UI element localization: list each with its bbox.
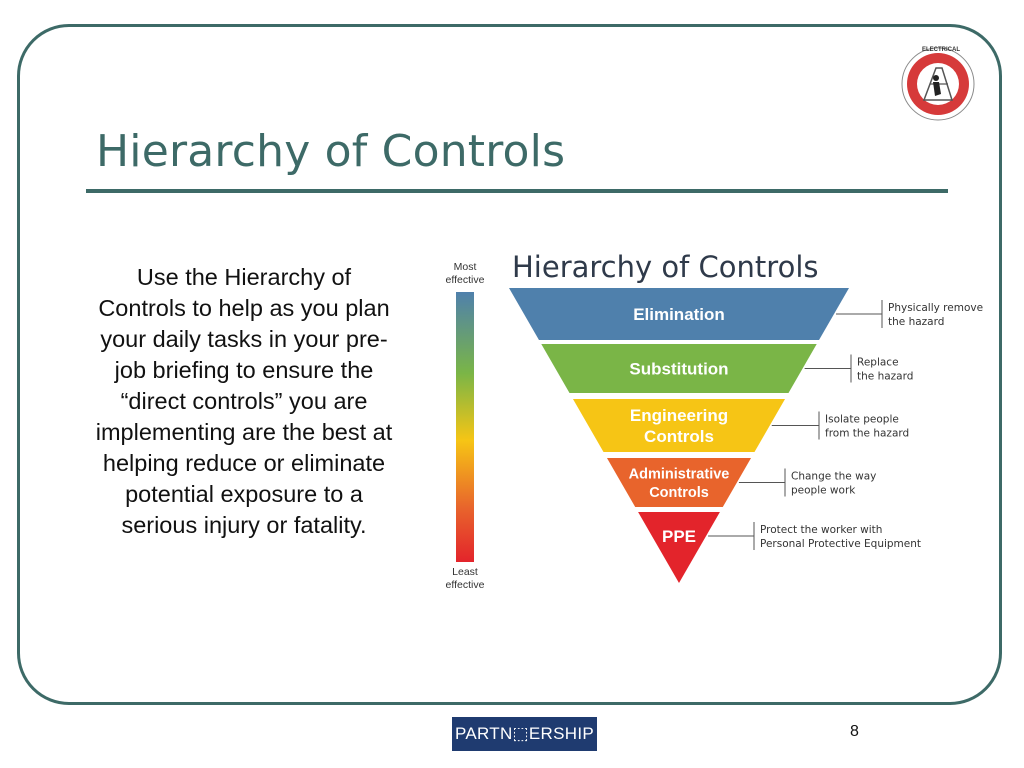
- level-label-4-line-2: Controls: [649, 484, 709, 501]
- page-title: Hierarchy of Controls: [96, 126, 566, 177]
- level-label-4-line-1: Administrative: [628, 466, 730, 483]
- level-desc-1-line-1: Physically remove: [888, 302, 984, 314]
- partnership-logo: [896, 44, 986, 127]
- scale-bottom-label-1: Least: [452, 566, 478, 578]
- logo-top-text: ELECTRICAL: [922, 47, 960, 53]
- level-desc-2-line-1: Replace: [857, 356, 899, 369]
- hierarchy-diagram-svg: [430, 240, 990, 600]
- footer-partnership-logo: PARTN⬚ERSHIP: [452, 717, 597, 751]
- level-label-5-line-1: PPE: [661, 527, 697, 547]
- level-label-3-line-1: Engineering: [629, 406, 729, 426]
- scale-top-label-1: Most: [453, 261, 477, 273]
- level-desc-4-line-1: Change the way: [791, 470, 877, 483]
- level-label-1-line-1: Elimination: [633, 305, 725, 325]
- hierarchy-diagram: [430, 240, 990, 605]
- level-desc-3-line-1: Isolate people: [825, 413, 899, 426]
- body-text: Use the Hierarchy of Controls to help as you plan your daily tasks in your pre-job briefing to ensure the “direct controls” you are implementing are the best at helping reduce or eliminate potential exposure to a serious injury or fatality.: [95, 264, 393, 538]
- page-number: 8: [850, 723, 859, 740]
- level-desc-5-line-2: Personal Protective Equipment: [760, 538, 922, 550]
- effectiveness-scale-bar: [456, 292, 474, 562]
- title-divider: [86, 189, 948, 193]
- level-desc-2-line-2: the hazard: [857, 370, 914, 383]
- lineworker-seal-icon: [896, 44, 986, 122]
- level-desc-4-line-2: people work: [791, 484, 856, 497]
- level-desc-3-line-2: from the hazard: [825, 427, 910, 440]
- level-desc-5-line-1: Protect the worker with: [760, 524, 883, 536]
- hierarchy-levels: [509, 288, 983, 583]
- level-desc-1-line-2: the hazard: [888, 316, 945, 328]
- scale-top-label-2: effective: [445, 274, 485, 286]
- level-label-2-line-1: Substitution: [629, 359, 729, 379]
- level-label-3-line-2: Controls: [644, 427, 714, 447]
- diagram-title: Hierarchy of Controls: [512, 250, 819, 284]
- level-band-5: [638, 512, 720, 583]
- scale-bottom-label-2: effective: [445, 579, 485, 591]
